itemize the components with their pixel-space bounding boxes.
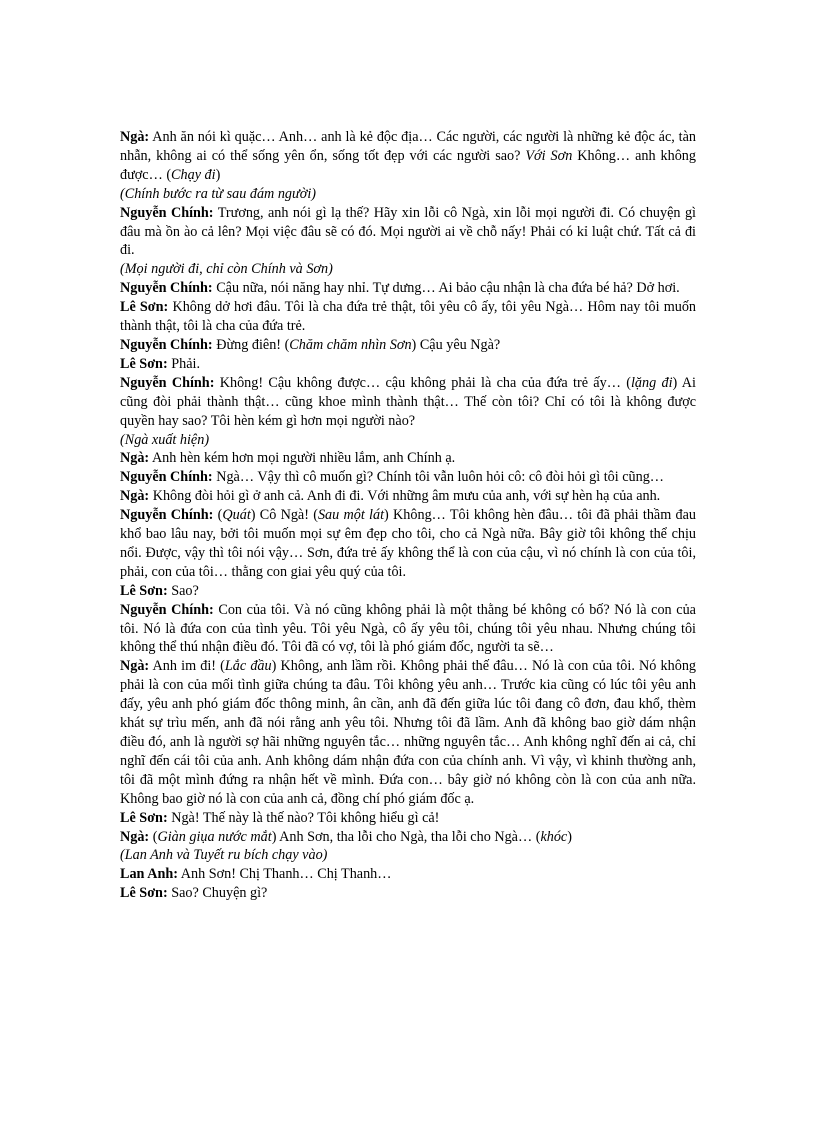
speaker-name: Lê Sơn: [120, 582, 168, 599]
speaker-name: Lan Anh: [120, 866, 178, 883]
dialogue-text: Không đòi hỏi gì ở anh cả. Anh đi đi. Với những âm mưu của anh, với sự hèn hạ của anh. [152, 488, 661, 505]
dialogue-text: ( [152, 828, 158, 845]
stage-direction [120, 260, 696, 279]
dialogue-line [120, 204, 696, 261]
stage-direction-text: (Mọi người đi, chỉ còn Chính và Sơn) [120, 261, 333, 278]
dialogue-line [120, 601, 696, 658]
dialogue-text: ) Cậu yêu Ngà? [411, 336, 501, 353]
stage-direction [120, 185, 696, 204]
dialogue-text: Anh ăn nói kì quặc… Anh… anh là kẻ độc địa… Các người, các người là những kẻ độc ác, tàn nhẫn, không ai có thể sống yên ổn, sống tốt đẹp với các người sao? [120, 129, 696, 164]
speaker-name: Nguyễn Chính: [120, 280, 213, 297]
dialogue-line [120, 449, 696, 468]
dialogue-text: Sao? [171, 582, 199, 599]
speaker-name: Ngà: [120, 488, 150, 505]
script-page [120, 128, 696, 903]
speaker-name: Ngà: [120, 658, 150, 675]
dialogue-text: Không dở hơi đâu. Tôi là cha đứa trẻ thật, tôi yêu cô ấy, tôi yêu Ngà… Hôm nay tôi muốn thành thật, tôi là cha của đứa trẻ. [120, 299, 697, 335]
dialogue-line [120, 336, 696, 355]
speaker-name: Nguyễn Chính: [120, 204, 214, 221]
dialogue-text: Cậu nữa, nói năng hay nhỉ. Tự dưng… Ai bảo cậu nhận là cha đứa bé hả? Dở hơi. [216, 280, 680, 297]
dialogue-text: ) Không… Tôi không hèn đâu… tôi đã phải thầm đau khổ bao lâu nay, bởi tôi muốn mọi sự êm đẹp cho tôi, cho cả Ngà nữa. Bây giờ tôi không thể chịu nổi. Được, vậy thì tôi nói vậy… Sơn, đứa trẻ ấy không thể là con của cậu, vì nó chính là con của tôi, phải, con của tôi… thằng con giai yêu quý của tôi. [120, 507, 696, 580]
inline-direction: khóc [540, 828, 568, 845]
dialogue-line [120, 657, 696, 808]
speaker-name: Nguyễn Chính: [120, 336, 213, 353]
speaker-name: Lê Sơn: [120, 355, 168, 372]
speaker-name: Nguyễn Chính: [120, 507, 214, 524]
speaker-name: Nguyễn Chính: [120, 469, 213, 486]
speaker-name: Nguyễn Chính: [120, 374, 215, 391]
stage-direction-text: (Ngà xuất hiện) [120, 431, 210, 448]
stage-direction [120, 431, 696, 450]
dialogue-text: ) Ai cũng đòi phải thành thật… cũng khoe mình thành thật… Thế còn tôi? Chỉ có tôi là không được quyền hay sao? Tôi hèn kém gì hơn mọi người nào? [120, 374, 696, 429]
dialogue-text: ) [215, 166, 221, 183]
dialogue-line [120, 128, 696, 185]
dialogue-line [120, 828, 696, 847]
speaker-name: Ngà: [120, 129, 150, 145]
dialogue-text: ) Không, anh lầm rồi. Không phải thế đâu… Nó là con của tôi. Nó không phải là con của mối tình giữa chúng ta đâu. Tôi không yêu anh… Trước kia cũng có lúc tôi yêu anh đấy, yêu anh phó giám đốc thông minh, ân cần, anh đã đến giữa lúc tôi đang cô đơn, đau khổ, thèm khát sự trìu mến, anh đã nói rằng anh yêu tôi. Nhưng tôi đã lầm. Anh đã không bao giờ dám nhận điều đó, anh là người sợ hãi những nguyên tắc… những nguyên tắc… Anh không nghĩ đến ai cả, chỉ nghĩ đến cái tôi của anh. Anh không dám nhận đứa con của chính anh. Vì vậy, vì khinh thường anh, tôi đã một mình đứng ra nhận hết về mình. Đứa con… bây giờ nó không còn là con của anh nữa. Không bao giờ nó là con của anh cả, đồng chí phó giám đốc ạ. [120, 658, 697, 807]
dialogue-text: ) Anh Sơn, tha lỗi cho Ngà, tha lỗi cho Ngà… ( [271, 828, 541, 845]
dialogue-line [120, 809, 696, 828]
stage-direction-text: (Chính bước ra từ sau đám người) [120, 185, 316, 202]
dialogue-line [120, 279, 696, 298]
dialogue-line [120, 374, 696, 431]
dialogue-line [120, 506, 696, 582]
dialogue-text: Sao? Chuyện gì? [171, 885, 268, 902]
dialogue-text: Không… anh không được… ( [120, 147, 696, 183]
inline-direction: Quát [222, 507, 251, 524]
dialogue-text: ) [567, 828, 572, 845]
dialogue-line [120, 298, 696, 336]
inline-direction: Sau một lát [317, 507, 385, 524]
inline-direction: Giàn giụa nước mắt [157, 828, 272, 845]
speaker-name: Lê Sơn: [120, 885, 168, 902]
dialogue-text: Ngà… Vậy thì cô muốn gì? Chính tôi vẫn luôn hỏi cô: cô đòi hỏi gì tôi cũng… [216, 469, 664, 486]
inline-direction: Lắc đầu [224, 658, 272, 675]
dialogue-text: ( [217, 507, 223, 524]
inline-direction: lặng đi [630, 374, 673, 391]
dialogue-text: ) Cô Ngà! ( [250, 507, 318, 524]
inline-direction: Với Sơn [525, 147, 573, 164]
dialogue-line [120, 487, 696, 506]
dialogue-line [120, 884, 696, 903]
dialogue-text: Anh im đi! ( [152, 658, 225, 675]
dialogue-text: Đừng điên! ( [216, 336, 290, 353]
speaker-name: Lê Sơn: [120, 299, 169, 316]
dialogue-text: Ngà! Thế này là thế nào? Tôi không hiểu gì cả! [171, 809, 440, 826]
dialogue-line [120, 582, 696, 601]
dialogue-text: Phải. [171, 355, 200, 372]
inline-direction: Chạy đi [171, 166, 216, 183]
speaker-name: Ngà: [120, 450, 150, 467]
dialogue-text: Anh Sơn! Chị Thanh… Chị Thanh… [180, 866, 392, 883]
dialogue-text: Anh hèn kém hơn mọi người nhiều lắm, anh Chính ạ. [151, 450, 456, 467]
inline-direction: Chăm chăm nhìn Sơn [289, 336, 412, 353]
speaker-name: Nguyễn Chính: [120, 601, 214, 618]
stage-direction [120, 846, 696, 865]
dialogue-text: Con của tôi. Và nó cũng không phải là một thằng bé không có bố? Nó là con của tôi. Nó là đứa con của tình yêu. Tôi yêu Ngà, cô ấy yêu tôi, chúng tôi yêu nhau. Nhưng chúng tôi không thể thú nhận điều đó. Tôi đã có vợ, tôi là phó giám đốc, người ta sẽ… [120, 601, 696, 656]
dialogue-text: Trương, anh nói gì lạ thế? Hãy xin lỗi cô Ngà, xin lỗi mọi người đi. Có chuyện gì đâu mà ồn ào cả lên? Mọi việc đâu sẽ có đó. Mọi người ai về chỗ nấy! Phải có kỉ luật chứ. Tất cả đi đi. [120, 204, 696, 259]
dialogue-line [120, 468, 696, 487]
speaker-name: Lê Sơn: [120, 809, 168, 826]
speaker-name: Ngà: [120, 828, 150, 845]
dialogue-line [120, 355, 696, 374]
stage-direction-text: (Lan Anh và Tuyết ru bích chạy vào) [120, 847, 328, 864]
dialogue-text: Không! Cậu không được… cậu không phải là cha của đứa trẻ ấy… ( [219, 374, 631, 391]
dialogue-line [120, 865, 696, 884]
